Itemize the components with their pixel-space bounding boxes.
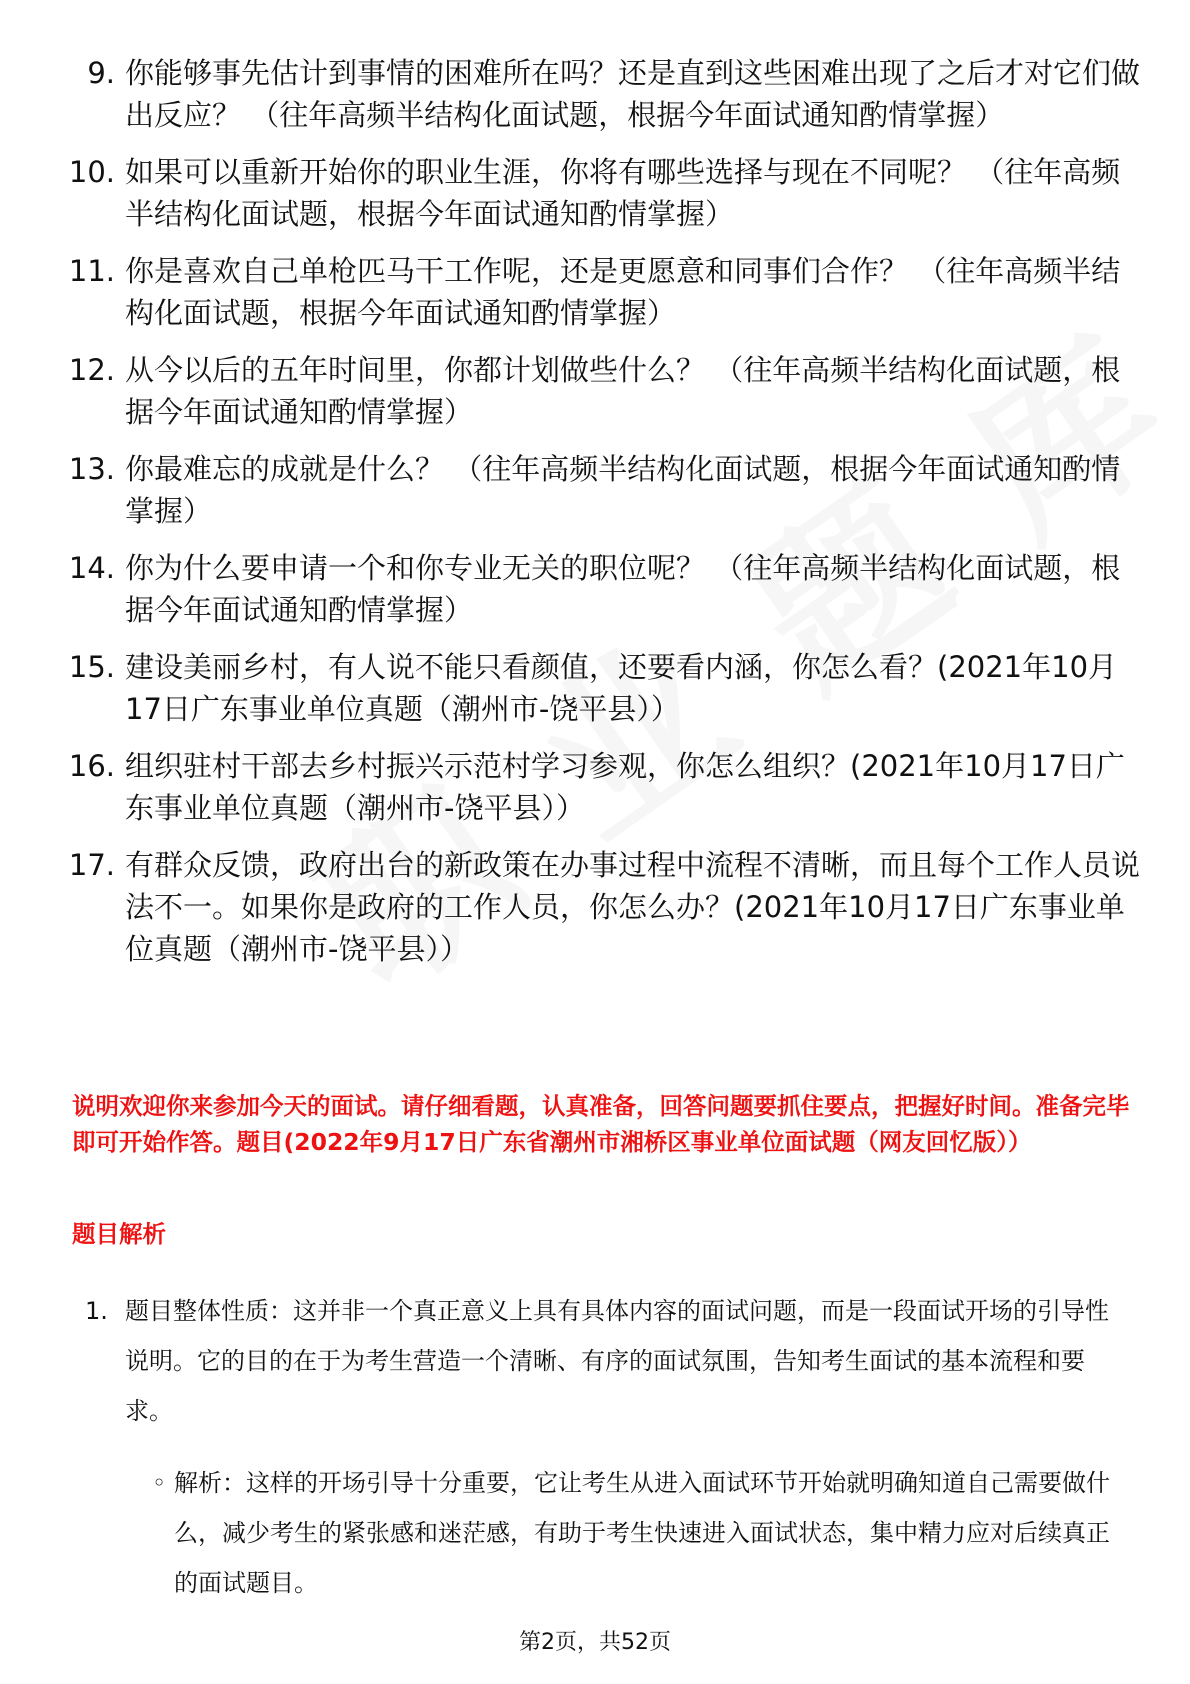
question-item bbox=[50, 646, 1140, 730]
question-item bbox=[50, 745, 1140, 829]
question-text: 有群众反馈，政府出台的新政策在办事过程中流程不清晰，而且每个工作人员说法不一。如果你是政府的工作人员，你怎么办？(2021年10月17日广东事业单位真题（潮州市-饶平县）） bbox=[125, 848, 1141, 966]
question-number: 12. bbox=[68, 353, 115, 387]
question-text: 从今以后的五年时间里，你都计划做些什么？ （往年高频半结构化面试题，根据今年面试通知酌情掌握） bbox=[125, 353, 1121, 429]
question-number: 17. bbox=[68, 848, 115, 882]
question-text: 你能够事先估计到事情的困难所在吗？还是直到这些困难出现了之后才对它们做出反应？ （往年高频半结构化面试题，根据今年面试通知酌情掌握） bbox=[125, 56, 1141, 132]
question-number: 14. bbox=[68, 551, 115, 585]
question-number: 13. bbox=[68, 452, 115, 486]
question-text: 组织驻村干部去乡村振兴示范村学习参观，你怎么组织？(2021年10月17日广东事业单位真题（潮州市-饶平县）） bbox=[125, 749, 1125, 825]
analysis-item-text: 题目整体性质：这并非一个真正意义上具有具体内容的面试问题，而是一段面试开场的引导性说明。它的目的在于为考生营造一个清晰、有序的面试氛围，告知考生面试的基本流程和要求。 bbox=[125, 1297, 1109, 1425]
question-text: 如果可以重新开始你的职业生涯，你将有哪些选择与现在不同呢？ （往年高频半结构化面试题，根据今年面试通知酌情掌握） bbox=[125, 155, 1121, 231]
question-text: 你为什么要申请一个和你专业无关的职位呢？ （往年高频半结构化面试题，根据今年面试通知酌情掌握） bbox=[125, 551, 1121, 627]
analysis-item-number: 1. bbox=[85, 1297, 108, 1325]
question-number: 10. bbox=[68, 155, 115, 189]
question-number: 15. bbox=[68, 650, 115, 684]
question-item bbox=[50, 349, 1140, 433]
question-item bbox=[50, 547, 1140, 631]
question-number: 9. bbox=[87, 56, 115, 90]
analysis-subitem bbox=[152, 1458, 1112, 1608]
analysis-heading: 题目解析 bbox=[72, 1220, 166, 1248]
question-item bbox=[50, 52, 1140, 136]
page-footer: 第2页，共52页 bbox=[519, 1630, 671, 1655]
question-item bbox=[50, 844, 1140, 970]
question-item bbox=[50, 151, 1140, 235]
question-item bbox=[50, 448, 1140, 532]
analysis-item bbox=[85, 1286, 1125, 1436]
question-number: 11. bbox=[68, 254, 115, 288]
bullet-icon: ◦ bbox=[152, 1469, 167, 1497]
question-text: 你是喜欢自己单枪匹马干工作呢，还是更愿意和同事们合作？ （往年高频半结构化面试题，根据今年面试通知酌情掌握） bbox=[125, 254, 1121, 330]
interview-notice: 说明欢迎你来参加今天的面试。请仔细看题，认真准备，回答问题要抓住要点，把握好时间。准备完毕即可开始作答。题目(2022年9月17日广东省潮州市湘桥区事业单位面试题（网友回忆版）） bbox=[72, 1092, 1130, 1156]
question-list bbox=[50, 52, 1140, 985]
analysis-subitem-text: 解析：这样的开场引导十分重要，它让考生从进入面试环节开始就明确知道自己需要做什么，减少考生的紧张感和迷茫感，有助于考生快速进入面试状态，集中精力应对后续真正的面试题目。 bbox=[174, 1469, 1110, 1597]
question-item bbox=[50, 250, 1140, 334]
question-text: 建设美丽乡村，有人说不能只看颜值，还要看内涵，你怎么看？(2021年10月17日广东事业单位真题（潮州市-饶平县）） bbox=[125, 650, 1118, 726]
question-text: 你最难忘的成就是什么？ （往年高频半结构化面试题，根据今年面试通知酌情掌握） bbox=[125, 452, 1121, 528]
question-number: 16. bbox=[68, 749, 115, 783]
